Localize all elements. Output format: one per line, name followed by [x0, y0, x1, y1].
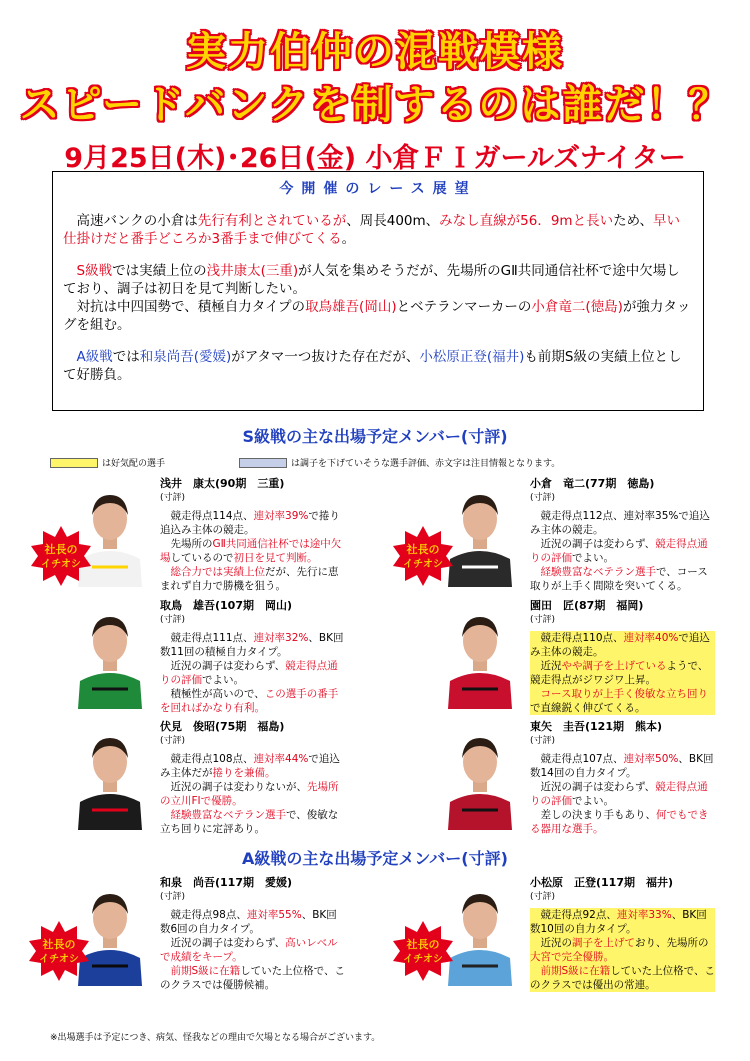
- legend-blue-label: は調子を下げていそうな選手評価、赤文字は注目情報となります。: [291, 459, 561, 469]
- preview-paragraph-bank: 高速バンクの小倉は先行有利とされているが、周長400m、みなし直線が56．9mと長いため、早い仕掛けだと番手どころか3番手まで伸びてくる。: [63, 213, 681, 247]
- highlight-text: 調子を上げて: [572, 937, 635, 949]
- player-name: 取鳥 雄吾(107期 岡山): [160, 599, 293, 612]
- player-name: 和泉 尚吾(117期 愛媛): [160, 876, 293, 889]
- highlight-text: やや調子を上げている: [561, 660, 667, 672]
- player-comment: 競走得点112点、連対率35%で追込み主体の競走。 近況の調子は変わらず、競走得点通りの評価でよい。 経験豊富なベテラン選手で、コース取りが上手く間隙を突いてくる。: [530, 510, 710, 592]
- player-photo: [440, 720, 520, 830]
- player-bio: [530, 720, 715, 836]
- player-bio: [160, 477, 345, 593]
- headline-line1: 実力伯仲の混戦模様: [186, 29, 564, 75]
- highlight-text: 初日を見て判断。: [233, 552, 318, 564]
- highlight-text: コース取りが上手く俊敏な立ち回り: [540, 688, 708, 700]
- player-card: [440, 477, 750, 592]
- headline-line2: スピードバンクを制するのは誰だ！？: [19, 82, 731, 128]
- highlight-text: 何でもできる器用な選手。: [530, 809, 709, 835]
- svg-text:社長の: 社長の: [44, 543, 78, 556]
- highlight-text: この選手の番手を回ればかなり有利。: [160, 688, 339, 714]
- player-name: 小倉 竜二(77期 徳島): [530, 477, 655, 490]
- player-card: [440, 720, 750, 835]
- player-name: 浅井 康太(90期 三重): [160, 477, 285, 490]
- highlight-text: 経験豊富なベテラン選手: [540, 566, 656, 578]
- player-bio: [160, 720, 345, 836]
- player-bio: [530, 477, 715, 593]
- highlight-text: 連対率39%: [253, 510, 309, 522]
- player-name: 園田 匠(87期 福岡): [530, 599, 644, 612]
- player-comment: 競走得点98点、連対率55%、BK回数6回の自力タイプ。 近況の調子は変わらず、高いレベルで成績をキープ。 前期S級に在籍していた上位格で、このクラスでは優勝候補。: [160, 909, 345, 991]
- player-comment: 競走得点114点、連対率39%で捲り追込み主体の競走。 先場所のGⅡ共同通信社杯では途中欠場しているので初日を見て判断。 総合力では実績上位だが、先行に恵まれず自力で勝機を狙う。: [160, 510, 342, 592]
- highlight-text: 高いレベルで成績をキープ。: [160, 937, 338, 963]
- highlight-text: 競走得点通りの評価: [530, 538, 708, 564]
- player-review-label: (寸評): [530, 615, 556, 625]
- footer-note: ※出場選手は予定につき、病気、怪我などの理由で欠場となる場合がございます。: [50, 1033, 381, 1043]
- highlight-text: 総合力では実績上位: [170, 566, 265, 578]
- player-card: [70, 477, 430, 592]
- player-card: [440, 599, 750, 714]
- highlight-text: 経験豊富なベテラン選手: [170, 809, 286, 821]
- highlight-text: 競走得点通りの評価: [530, 781, 708, 807]
- highlight-text: 先場所の立川FⅠで優勝。: [160, 781, 339, 807]
- svg-text:イチオシ: イチオシ: [39, 954, 79, 965]
- player-bio: [530, 599, 715, 715]
- legend-yellow-label: は好気配の選手: [102, 459, 166, 469]
- player-review-label: (寸評): [530, 493, 556, 503]
- player-name: 小松原 正登(117期 福井): [530, 876, 674, 889]
- svg-text:社長の: 社長の: [406, 938, 440, 951]
- preview-title: 今開催のレース展望: [279, 181, 477, 197]
- player-bio: [530, 876, 715, 992]
- player-bio: [160, 876, 345, 992]
- s-class-section-title: S級戦の主な出場予定メンバー(寸評): [242, 427, 508, 446]
- highlight-text: 前期S級に在籍: [540, 965, 611, 977]
- player-comment: 競走得点108点、連対率44%で追込み主体だが捲りを兼備。 近況の調子は変わりないが、先場所の立川FⅠで優勝。 経験豊富なベテラン選手で、俊敏な立ち回りに定評あり。: [160, 753, 340, 835]
- player-bio: [160, 599, 345, 715]
- player-comment: 競走得点107点、連対率50%、BK回数14回の自力タイプ。 近況の調子は変わらず、競走得点通りの評価でよい。 差しの決まり手もあり、何でもできる器用な選手。: [530, 753, 714, 835]
- player-card: [70, 876, 430, 991]
- player-review-label: (寸評): [160, 493, 186, 503]
- preview-paragraph-a-class: A級戦では和泉尚吾(愛媛)がアタマ一つ抜けた存在だが、小松原正登(福井)も前期S級の実績上位として好勝負。: [63, 349, 682, 383]
- highlight-text: 連対率32%: [253, 632, 309, 644]
- event-dateline: 9月25日(木)･26日(金) 小倉ＦＩガールズナイター: [64, 143, 686, 174]
- president-pick-badge: [392, 920, 454, 982]
- svg-text:社長の: 社長の: [42, 938, 76, 951]
- race-preview-box: [52, 171, 704, 411]
- svg-text:イチオシ: イチオシ: [403, 954, 443, 965]
- svg-text:イチオシ: イチオシ: [403, 559, 443, 570]
- svg-text:イチオシ: イチオシ: [41, 559, 81, 570]
- player-card: [70, 720, 430, 835]
- player-review-label: (寸評): [160, 736, 186, 746]
- player-comment: 競走得点111点、連対率32%、BK回数11回の積極自力タイプ。 近況の調子は変わらず、競走得点通りの評価でよい。 積極性が高いので、この選手の番手を回ればかなり有利。: [160, 632, 344, 714]
- preview-paragraph-rivals: 対抗は中四国勢で、積極自力タイプの取鳥雄吾(岡山)とベテランマーカーの小倉竜二(徳島)が強力タッグを組む。: [63, 299, 691, 333]
- highlight-text: 連対率33%: [616, 909, 672, 921]
- svg-text:社長の: 社長の: [406, 543, 440, 556]
- a-class-section-title: A級戦の主な出場予定メンバー(寸評): [242, 849, 508, 868]
- president-pick-badge: [28, 920, 90, 982]
- president-pick-badge: [30, 525, 92, 587]
- player-review-label: (寸評): [530, 892, 556, 902]
- player-photo: [70, 720, 150, 830]
- player-review-label: (寸評): [160, 892, 186, 902]
- highlight-text: 連対率55%: [246, 909, 302, 921]
- player-card: [70, 599, 430, 714]
- player-name: 東矢 圭吾(121期 熊本): [530, 720, 663, 733]
- highlight-text: 大宮で完全優勝。: [530, 951, 614, 963]
- highlight-text: GⅡ共同通信社杯では途中欠場: [160, 538, 342, 564]
- legend-yellow-swatch: [50, 458, 98, 468]
- player-photo: [70, 599, 150, 709]
- player-name: 伏見 俊昭(75期 福島): [160, 720, 285, 733]
- player-comment: 競走得点110点、連対率40%で追込み主体の競走。 近況やや調子を上げているようで、競走得点がジワジワ上昇。 コース取りが上手く俊敏な立ち回りで直線鋭く伸びてくる。: [530, 631, 715, 715]
- highlight-text: 連対率40%: [623, 632, 679, 644]
- player-comment: 競走得点92点、連対率33%、BK回数10回の自力タイプ。 近況の調子を上げており、先場所の大宮で完全優勝。 前期S級に在籍していた上位格で、このクラスでは優出の常連。: [530, 909, 715, 991]
- highlight-text: 連対率44%: [253, 753, 309, 765]
- highlight-text: 捲りを兼備。: [212, 767, 276, 779]
- player-review-label: (寸評): [530, 736, 556, 746]
- preview-paragraph-s-class: S級戦では実績上位の浅井康太(三重)が人気を集めそうだが、先場所のGⅡ共同通信社杯で途中欠場しており、調子は初日を見て判断したい。: [63, 263, 680, 297]
- legend-blue-swatch: [239, 458, 287, 468]
- player-photo: [440, 599, 520, 709]
- legend: [50, 456, 560, 469]
- highlight-text: 競走得点通りの評価: [160, 660, 338, 686]
- president-pick-badge: [392, 525, 454, 587]
- highlight-text: 前期S級に在籍: [170, 965, 241, 977]
- player-review-label: (寸評): [160, 615, 186, 625]
- highlight-text: 連対率50%: [623, 753, 679, 765]
- player-card: [440, 876, 750, 991]
